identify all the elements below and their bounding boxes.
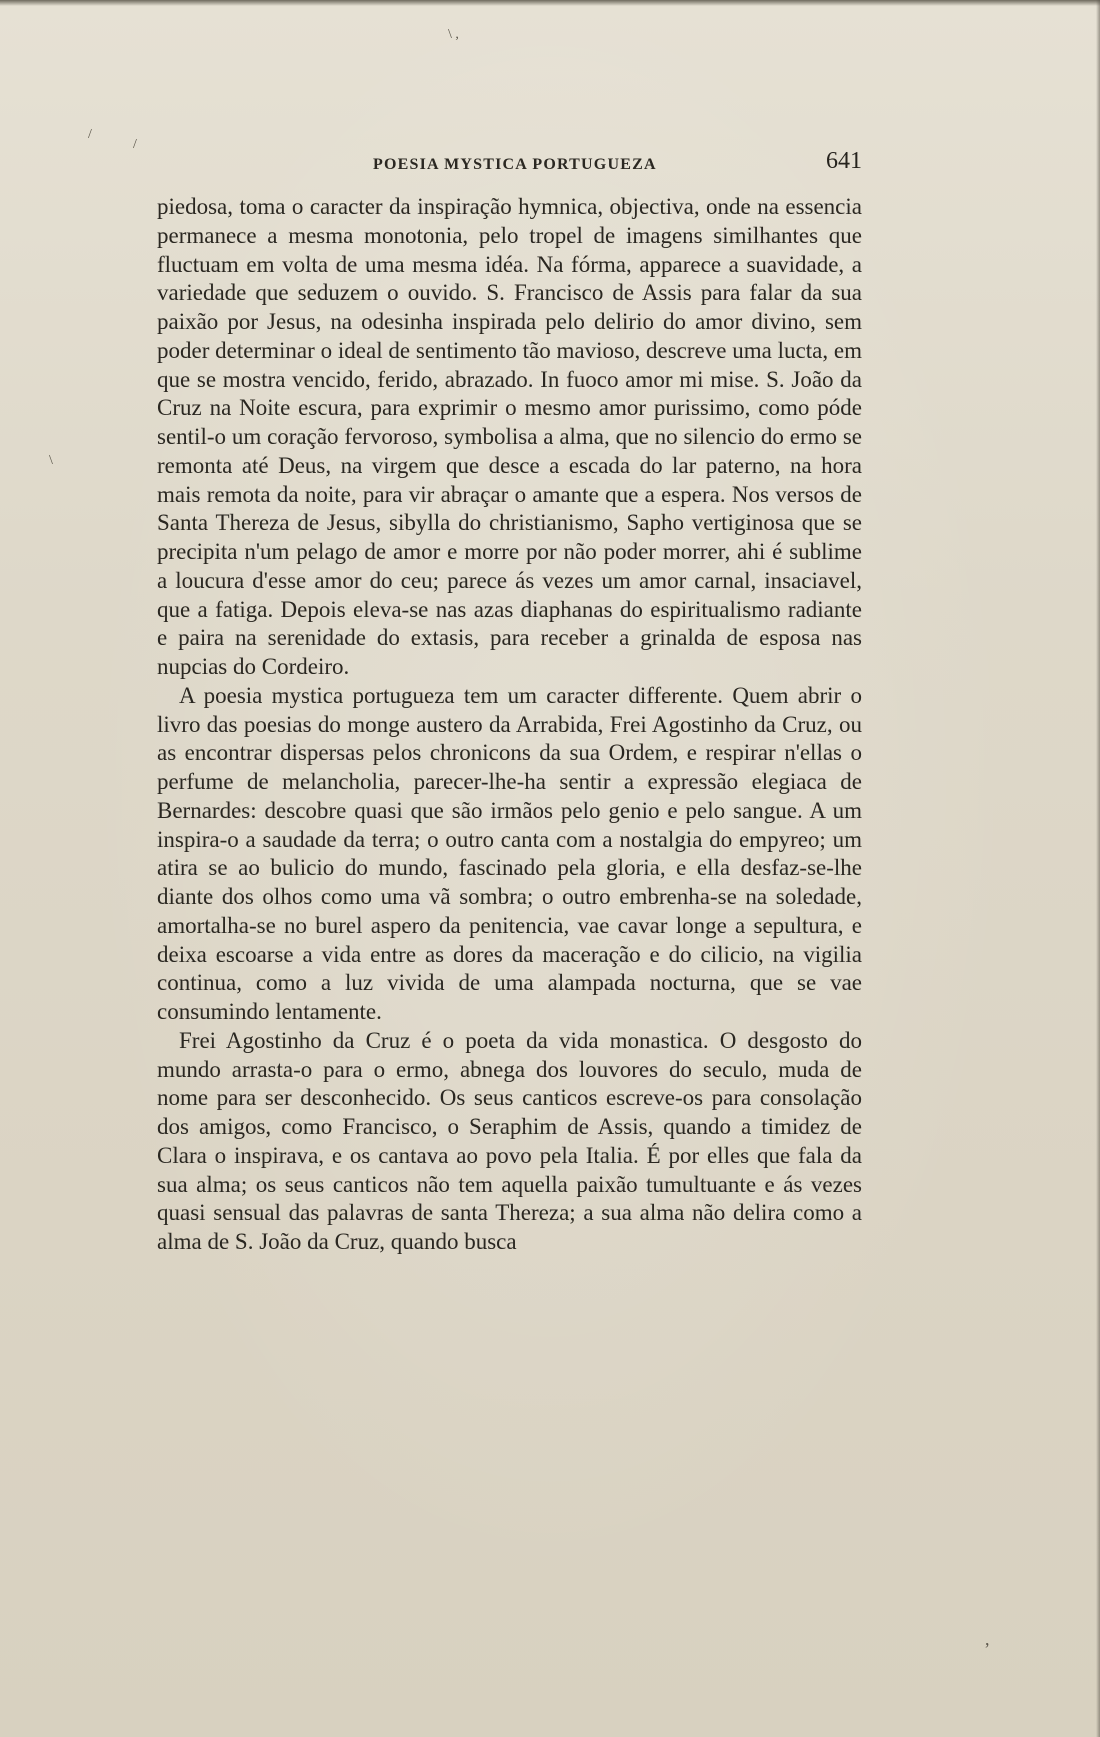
- body-text: [157, 193, 862, 1257]
- page-header: [157, 148, 862, 184]
- margin-speck: \ ,: [448, 27, 459, 42]
- paragraph-1: piedosa, toma o caracter da inspiração hymnica, objectiva, onde na essencia permanece a mesma monotonia, pelo tropel de imagens similhantes que fluctuam em volta de uma mesma idéa. Na fórma, apparece a suavidade, a variedade que seduzem o ouvido. S. Francisco de Assis para falar da sua paixão por Jesus, na odesinha inspirada pelo delirio do amor divino, sem poder determinar o ideal de sentimento tão mavioso, descreve uma lucta, em que se mostra vencido, ferido, abrazado. In fuoco amor mi mise. S. João da Cruz na Noite escura, para exprimir o mesmo amor purissimo, como póde sentil-o um coração fervoroso, symbolisa a alma, que no silencio do ermo se remonta até Deus, na virgem que desce a escada do lar paterno, na hora mais remota da noite, para vir abraçar o amante que a espera. Nos versos de Santa Thereza de Jesus, sibylla do christianismo, Sapho vertiginosa que se precipita n'um pelago de amor e morre por não poder morrer, ahi é sublime a loucura d'esse amor do ceu; parece ás vezes um amor carnal, insaciavel, que a fatiga. Depois eleva-se nas azas diaphanas do espiritualismo radiante e paira na serenidade do extasis, para receber a grinalda de esposa nas nupcias do Cordeiro.: [157, 194, 862, 679]
- margin-speck: /: [88, 127, 92, 142]
- margin-speck: \: [49, 453, 53, 468]
- page-right-edge-shadow: [1096, 0, 1100, 1737]
- margin-speck: /: [133, 137, 137, 152]
- paragraph-3: Frei Agostinho da Cruz é o poeta da vida monastica. O desgosto do mundo arrasta-o para o ermo, abnega dos louvores do seculo, muda de nome para ser desconhecido. Os seus canticos escreve-os para consolação dos amigos, como Francisco, o Seraphim de Assis, quando a timidez de Clara o inspirava, e os cantava ao povo pela Italia. É por elles que fala da sua alma; os seus canticos não tem aquella paixão tumultuante e ás vezes quasi sensual das palavras de santa Thereza; a sua alma não delira como a alma de S. João da Cruz, quando busca: [157, 1027, 862, 1254]
- page-number: 641: [826, 148, 862, 174]
- margin-speck: ,: [985, 1629, 990, 1649]
- running-title: POESIA MYSTICA PORTUGUEZA: [373, 156, 657, 173]
- page-top-edge-shadow: [0, 0, 1100, 6]
- paragraph-2: A poesia mystica portugueza tem um caracter differente. Quem abrir o livro das poesias do monge austero da Arrabida, Frei Agostinho da Cruz, ou as encontrar dispersas pelos chronicons da sua Ordem, e respirar n'ellas o perfume de melancholia, parecer-lhe-ha sentir a expressão elegiaca de Bernardes: descobre quasi que são irmãos pelo genio e pelo sangue. A um inspira-o a saudade da terra; o outro canta com a nostalgia do empyreo; um atira se ao bulicio do mundo, fascinado pela gloria, e ella desfaz-se-lhe diante dos olhos como uma vã sombra; o outro embrenha-se na soledade, amortalha-se no burel aspero da penitencia, vae cavar longe a sepultura, e deixa escoarse a vida entre as dores da maceração e do cilicio, na vigilia continua, como a luz vivida de uma alampada nocturna, que se vae consumindo lentamente.: [157, 682, 862, 1024]
